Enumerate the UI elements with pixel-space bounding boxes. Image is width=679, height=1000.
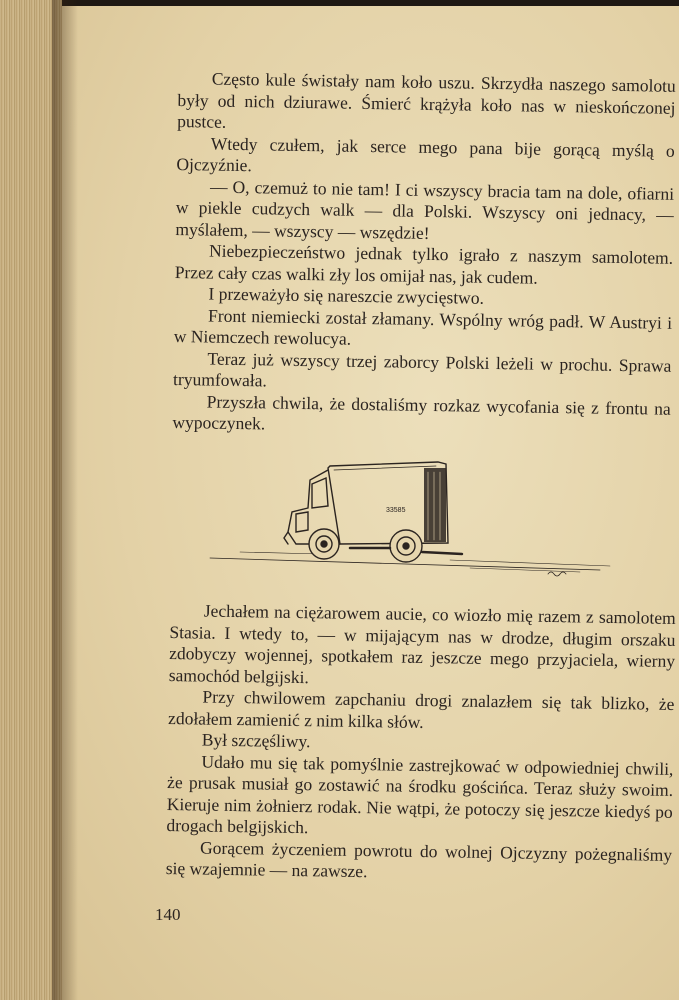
page-number: 140 (155, 905, 181, 924)
text-block-bottom (166, 600, 676, 887)
paragraph: Często kule świstały nam koło uszu. Skrzydła naszego samolotu były od nich dziurawe. Śmierć krążyła koło nas w nieskończonej pustce. (177, 68, 676, 132)
paragraph: Przyszła chwila, że dostaliśmy rozkaz wycofania się z frontu na wypoczynek. (172, 390, 671, 434)
paragraph: — O, czemuż to nie tam! I ci wszyscy bracia tam na dole, ofiarni w piekle cudzych walk — dla Polski. Wszyscy oni jednacy, — myślałem, — wszyscy — wszędzie! (175, 176, 675, 243)
truck-drawing-icon (200, 448, 620, 598)
paragraph: Niebezpieczeństwo jednak tylko igrało z naszym samolotem. Przez cały czas walki zły los omijał nas, jak cudem. (174, 240, 674, 288)
paragraph: Front niemiecki został złamany. Wspólny wróg padł. W Austryi i w Niemczech rewolucya. (173, 305, 673, 349)
paragraph: Jechałem na ciężarowem aucie, co wiozło mię razem z samolotem Stasia. I wtedy to, — w mijającym nas w drodze, długim orszaku zdobyczy wojennej, spotkałem raz jeszcze mego przyjaciela, wierny samochód belgijski. (168, 600, 676, 687)
spine-shadow (52, 0, 78, 1000)
paragraph: Był szczęśliwy. (201, 729, 311, 752)
truck-plate: 33585 (386, 507, 406, 514)
paragraph: Wtedy czułem, jak serce mego pana bije gorącą myślą o Ojczyźnie. (176, 133, 675, 176)
paragraph: I przeważyło się nareszcie zwycięstwo. (208, 283, 485, 308)
paragraph: Teraz już wszyscy trzej zaborcy Polski leżeli w prochu. Sprawa tryumfowała. (172, 347, 672, 391)
paragraph: Udało mu się tak pomyślnie zastrejkować w odpowiedniej chwili, że prusak musiał go zostawić na środku gościńca. Teraz służy swoim. Kieruje nim żołnierz rodak. Nie wątpi, że potoczy się jeszcze kiedyś po drogach belgijskich. (166, 751, 674, 838)
text-block-top (172, 68, 676, 441)
paragraph: Gorącem życzeniem powrotu do wolnej Ojczyzny pożegnaliśmy się wzajemnie — na zawsze. (165, 837, 673, 882)
paragraph: Przy chwilowem zapchaniu drogi znalazłem się tak blizko, że zdołałem zamienić z nim kilka słów. (167, 686, 675, 732)
